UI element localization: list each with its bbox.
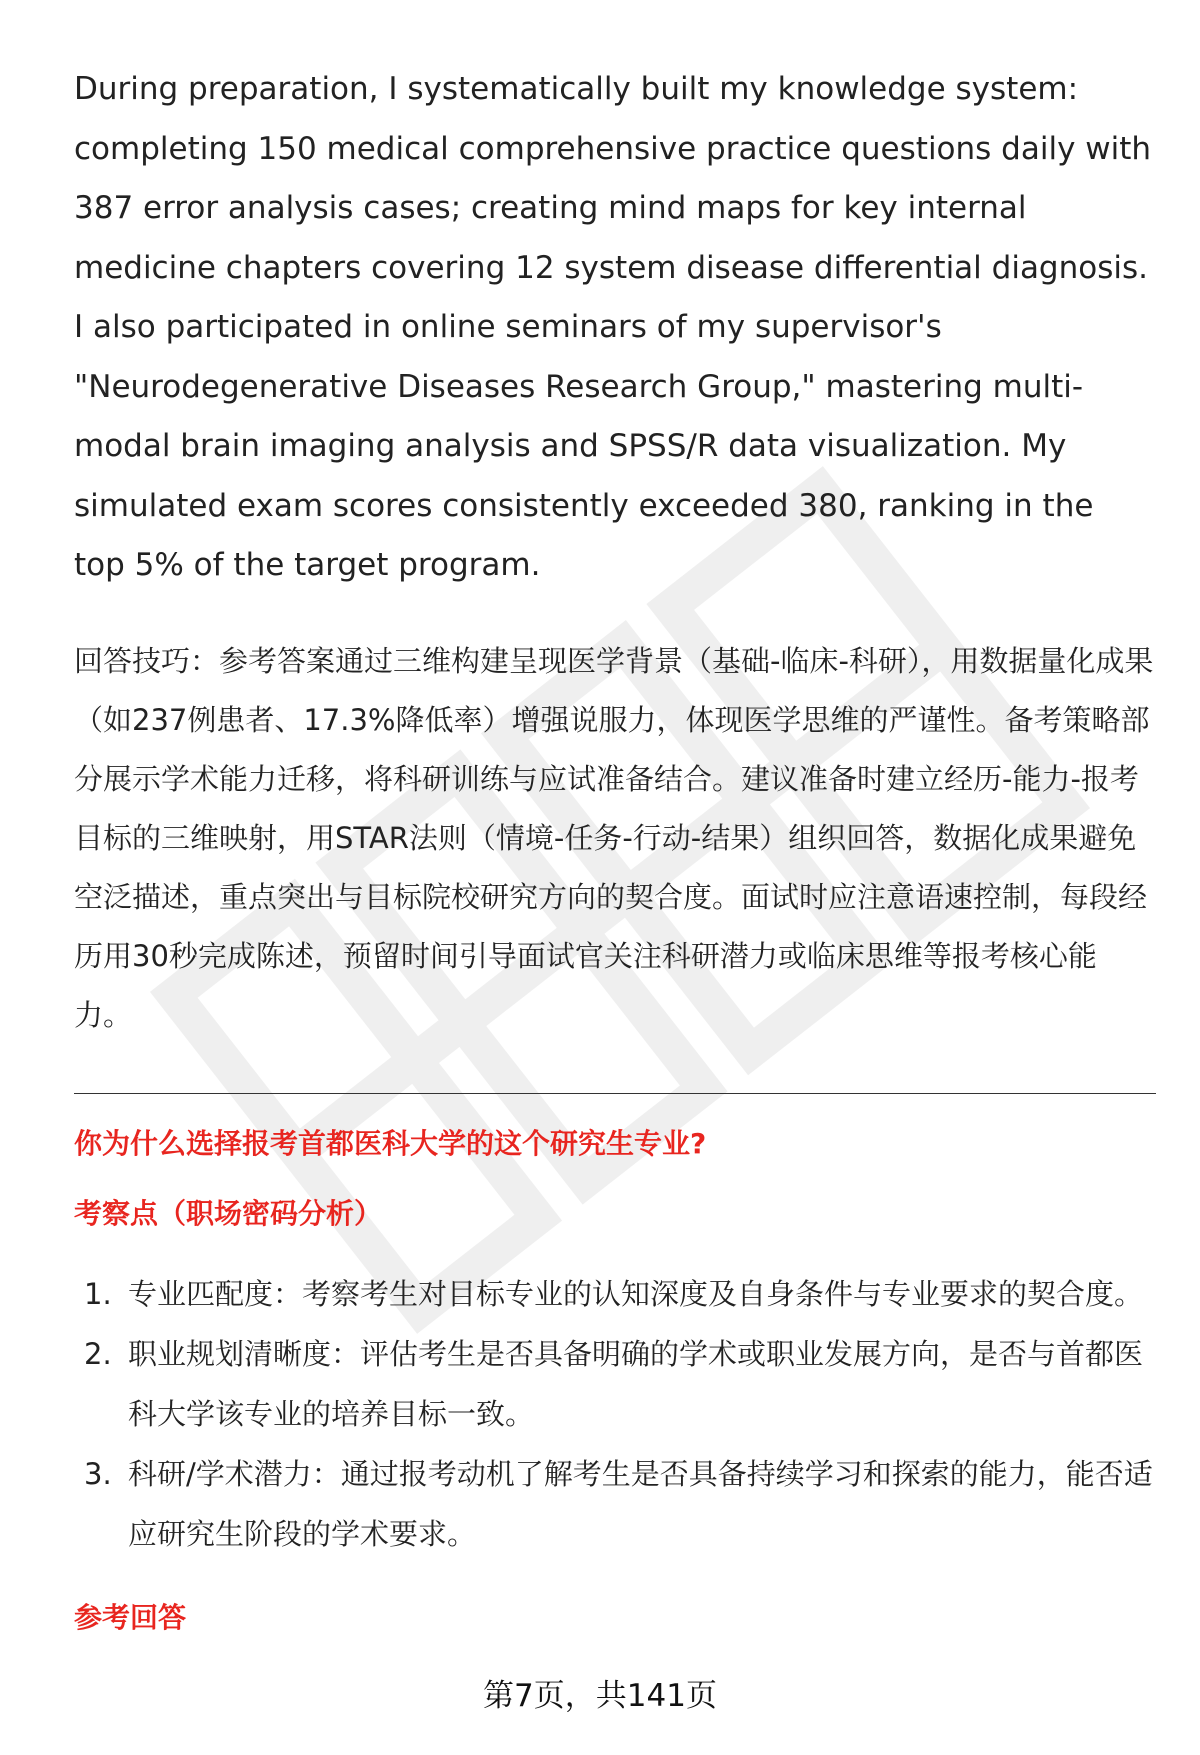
english-paragraph: During preparation, I systematically built my knowledge system: completing 150 medical comprehensive practice questions daily with 387 error analysis cases; creating mind maps for key internal medicine chapters covering 12 system disease differential diagnosis. I also participated in online seminars of my supervisor's "Neurodegenerative Diseases Research Group," mastering multi-modal brain imaging analysis and SPSS/R data visualization. My simulated exam scores consistently exceeded 380, ranking in the top 5% of the target program. bbox=[74, 71, 1152, 583]
focus-heading: 考察点（职场密码分析） bbox=[74, 1196, 383, 1230]
section-divider bbox=[74, 1093, 1156, 1094]
list-item-text: 职业规划清晰度：评估考生是否具备明确的学术或职业发展方向，是否与首都医科大学该专业的培养目标一致。 bbox=[128, 1336, 1144, 1431]
list-item-text: 专业匹配度：考察考生对目标专业的认知深度及自身条件与专业要求的契合度。 bbox=[128, 1276, 1144, 1311]
main-content bbox=[74, 60, 1154, 1646]
list-item-number: 3. bbox=[84, 1456, 112, 1491]
reference-answer-heading: 参考回答 bbox=[74, 1600, 187, 1634]
list-item-text: 科研/学术潜力：通过报考动机了解考生是否具备持续学习和探索的能力，能否适应研究生阶段的学术要求。 bbox=[128, 1456, 1153, 1551]
page-number-footer: 第7页，共141页 bbox=[483, 1678, 717, 1714]
list-item-number: 2. bbox=[84, 1336, 112, 1371]
list-item-number: 1. bbox=[84, 1276, 112, 1311]
list-item bbox=[74, 1264, 1154, 1324]
focus-points-list bbox=[74, 1264, 1154, 1564]
list-item bbox=[74, 1324, 1154, 1444]
question-heading: 你为什么选择报考首都医科大学的这个研究生专业? bbox=[74, 1126, 707, 1160]
answer-tips-paragraph: 回答技巧：参考答案通过三维构建呈现医学背景（基础-临床-科研），用数据量化成果（如237例患者、17.3%降低率）增强说服力，体现医学思维的严谨性。备考策略部分展示学术能力迁移，将科研训练与应试准备结合。建议准备时建立经历-能力-报考目标的三维映射，用STAR法则（情境-任务-行动-结果）组织回答，数据化成果避免空泛描述，重点突出与目标院校研究方向的契合度。面试时应注意语速控制，每段经历用30秒完成陈述，预留时间引导面试官关注科研潜力或临床思维等报考核心能力。 bbox=[74, 643, 1154, 1032]
list-item bbox=[74, 1444, 1154, 1564]
